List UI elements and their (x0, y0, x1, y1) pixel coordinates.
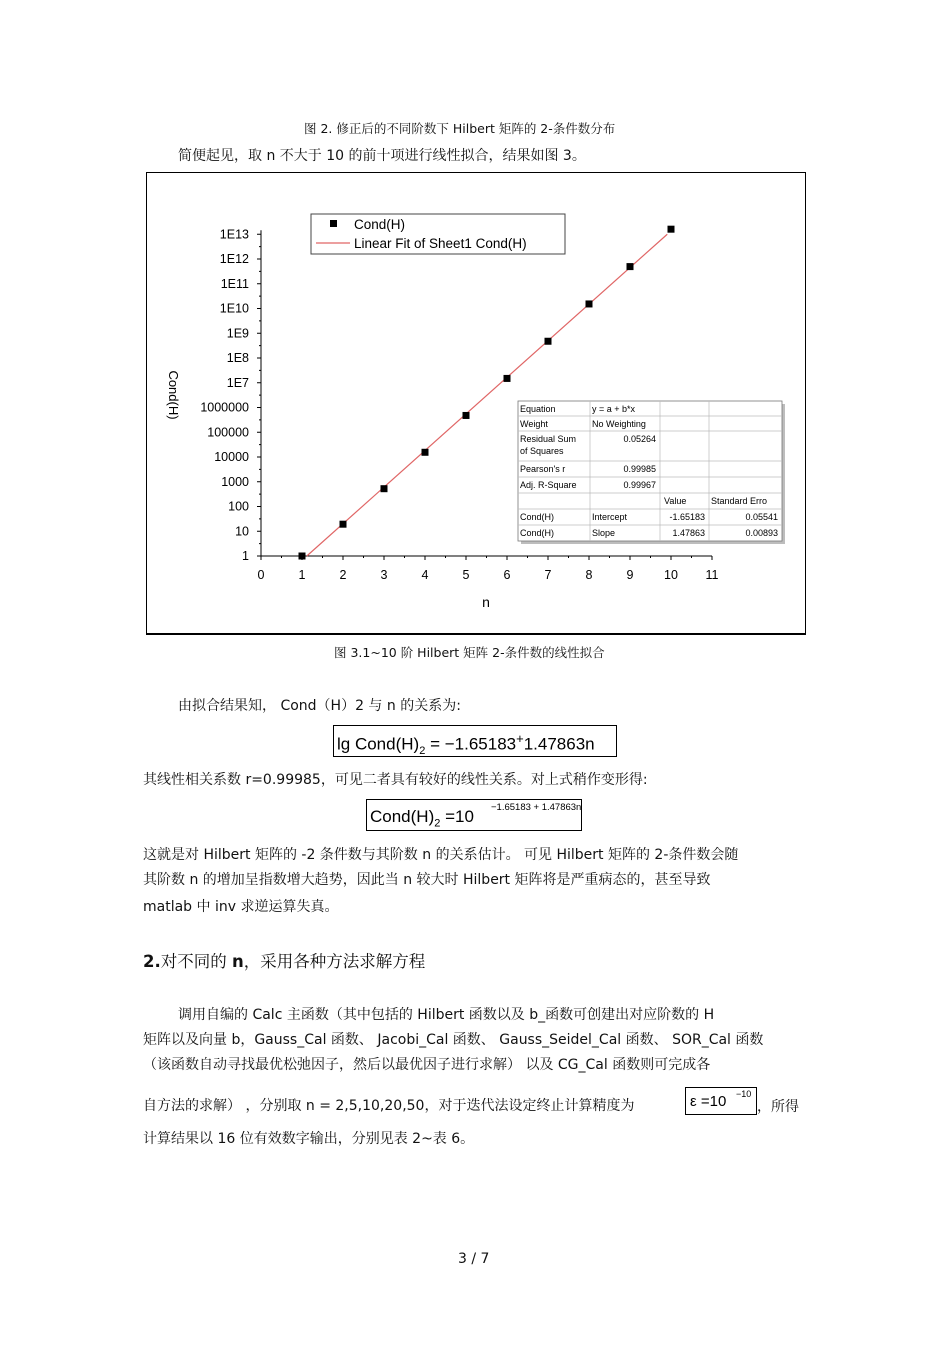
x-tick-label: 6 (503, 568, 511, 582)
section-pre: 对不同的 (160, 952, 232, 971)
epsilon-box (685, 1087, 757, 1115)
y-tick-label: 1E12 (219, 252, 249, 266)
section-heading (143, 948, 425, 972)
x-tick-label: 3 (380, 568, 388, 582)
fit-table-cell: 0.05264 (623, 434, 656, 444)
data-point (463, 412, 470, 419)
y-tick-label: 10000 (214, 450, 249, 464)
fit-table-cell: Value (664, 496, 687, 506)
x-tick-label: 4 (421, 568, 429, 582)
eq2-lhs: Cond (370, 807, 411, 826)
paragraph-2-line-4-tail: ，所得 (757, 1099, 799, 1115)
y-tick-label: 1E7 (226, 375, 249, 390)
fit-table-cell: 1.47863 (672, 528, 705, 538)
eq2-eq: =10 (445, 807, 474, 826)
section-post: ，采用各种方法求解方程 (243, 952, 426, 971)
x-tick-label: 0 (257, 568, 265, 582)
fit-table-cell: Standard Erro (711, 496, 768, 506)
fit-table-cell: 0.00893 (745, 528, 778, 538)
fit-table-cell: y = a + b*x (592, 404, 636, 414)
x-tick-label: 2 (339, 568, 347, 582)
y-axis-label: Cond(H) (166, 370, 181, 420)
eq1-sub: 2 (419, 745, 426, 758)
legend-marker-square (330, 220, 337, 227)
y-tick-label: 1000 (221, 474, 249, 489)
y-tick-label: 1E13 (219, 227, 249, 242)
section-var: n (232, 952, 244, 971)
equation-lg-cond (333, 725, 617, 757)
data-point (381, 485, 388, 492)
correlation-line: 其线性相关系数 r=0.99985，可见二者具有较好的线性关系。对上式稍作变形得: (143, 772, 648, 788)
x-tick-label: 5 (462, 568, 470, 582)
fit-table-cell: Cond(H) (520, 528, 555, 538)
x-axis-label: n (482, 594, 490, 610)
legend-label-cond: Cond(H) (354, 217, 406, 232)
y-tick-label: 1E10 (219, 301, 249, 316)
eq1-plus: + (516, 731, 524, 746)
data-point (340, 521, 347, 528)
y-tick-label: 10 (235, 524, 249, 539)
eq1-rhs: = −1.65183 (430, 734, 517, 754)
x-tick-label: 7 (544, 568, 552, 582)
chart-legend (311, 214, 565, 254)
data-point (504, 375, 511, 382)
fit-table-cell: 0.99967 (623, 480, 656, 490)
y-tick-label: 1E9 (226, 326, 249, 341)
paragraph-2-line-5: 计算结果以 16 位有效数字输出，分别见表 2~表 6。 (143, 1131, 475, 1147)
chart-svg (147, 173, 805, 633)
eq2-exponent: −1.65183 + 1.47863n (491, 802, 582, 813)
eq2-h: (H) (410, 807, 435, 826)
x-tick-label: 9 (626, 568, 634, 582)
chart-frame (146, 172, 806, 635)
fit-table-cell: of Squares (520, 446, 564, 456)
relation-line: 由拟合结果知， Cond（H）2 与 n 的关系为: (178, 698, 461, 714)
y-tick-label: 1E11 (220, 276, 249, 291)
y-tick-label: 100 (228, 499, 249, 514)
fit-table-cell: Adj. R-Square (520, 480, 577, 490)
y-tick-label: 1E8 (226, 351, 249, 365)
eq1-var: n (585, 734, 595, 754)
y-tick-label: 1 (242, 549, 249, 563)
eq1-lhs: lg Cond (337, 734, 396, 754)
x-tick-label: 8 (585, 568, 593, 582)
fit-table-cell: Residual Sum (520, 434, 577, 444)
figure3-caption: 图 3.1~10 阶 Hilbert 矩阵 2-条件数的线性拟合 (334, 645, 605, 660)
data-point (586, 300, 593, 307)
intro-line: 简便起见，取 n 不大于 10 的前十项进行线性拟合，结果如图 3。 (178, 148, 586, 164)
paragraph-2-line-3: （该函数自动寻找最优松弛因子，然后以最优因子进行求解） 以及 CG_Cal 函数则可完成各 (143, 1057, 711, 1073)
fit-table-cell: Cond(H) (520, 512, 555, 522)
paragraph-1-line-1: 这就是对 Hilbert 矩阵的 -2 条件数与其阶数 n 的关系估计。 可见 Hilbert 矩阵的 2-条件数会随 (143, 847, 739, 863)
eq1-h: (H) (395, 734, 420, 754)
eq1-coef: 1.47863 (523, 734, 586, 754)
data-point (299, 553, 306, 560)
x-tick-label: 11 (705, 568, 719, 582)
fit-table-cell: No Weighting (592, 419, 646, 429)
fit-table-cell: Equation (520, 404, 556, 414)
fit-table-cell: 0.05541 (745, 512, 778, 522)
paragraph-2-line-2: 矩阵以及向量 b，Gauss_Cal 函数、 Jacobi_Cal 函数、 Gauss_Seidel_Cal 函数、 SOR_Cal 函数 (143, 1032, 764, 1048)
paragraph-2-line-4: 自方法的求解） ，分别取 n = 2,5,10,20,50，对于迭代法设定终止计算精度为 (143, 1098, 635, 1114)
section-number: 2. (143, 952, 161, 971)
epsilon-value: ε =10 (690, 1093, 727, 1110)
fit-table-cell: Slope (592, 528, 616, 538)
page-number: 3 / 7 (458, 1251, 490, 1267)
data-point (668, 226, 675, 233)
fit-table-cell: Weight (520, 419, 548, 429)
epsilon-exponent: −10 (736, 1089, 752, 1099)
data-point (627, 263, 634, 270)
fit-table-cell: 0.99985 (623, 464, 656, 474)
fit-result-table (518, 401, 785, 544)
equation-cond-exp (366, 799, 582, 831)
paragraph-1-line-2: 其阶数 n 的增加呈指数增大趋势，因此当 n 较大时 Hilbert 矩阵将是严重病态的，甚至导致 (143, 872, 711, 888)
paragraph-1-line-3: matlab 中 inv 求逆运算失真。 (143, 899, 339, 915)
data-point (422, 449, 429, 456)
y-tick-label: 1000000 (200, 400, 249, 415)
x-tick-label: 1 (298, 568, 306, 582)
eq2-sub: 2 (434, 817, 441, 830)
figure2-caption: 图 2. 修正后的不同阶数下 Hilbert 矩阵的 2-条件数分布 (304, 121, 616, 136)
fit-table-cell: Intercept (592, 512, 628, 522)
fit-table-cell: -1.65183 (669, 512, 705, 522)
paragraph-2-line-1: 调用自编的 Calc 主函数（其中包括的 Hilbert 函数以及 b_函数可创建出对应阶数的 H (178, 1007, 715, 1023)
data-point (545, 338, 552, 345)
y-tick-label: 100000 (207, 425, 249, 440)
legend-label-fit: Linear Fit of Sheet1 Cond(H) (354, 236, 527, 251)
x-tick-label: 10 (664, 568, 678, 582)
fit-table-cell: Pearson's r (520, 464, 566, 474)
